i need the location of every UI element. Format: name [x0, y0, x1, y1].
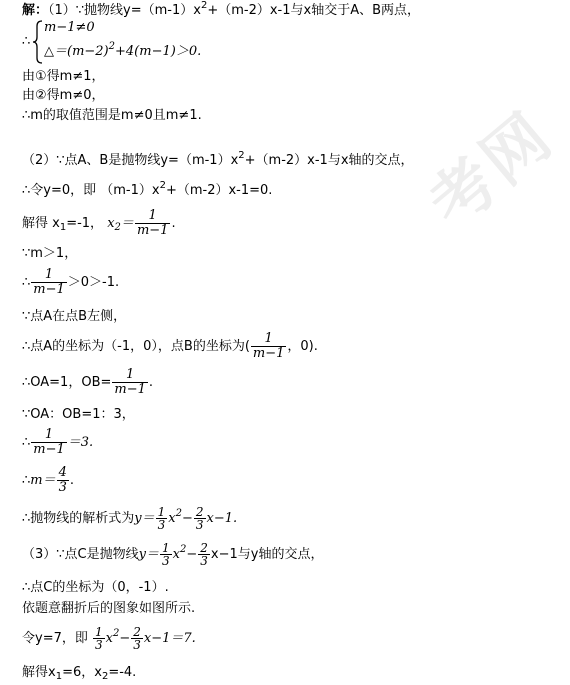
- condition-1: m−1≠0: [44, 20, 95, 35]
- ratio-line: ∵OA：OB=1：3，: [22, 407, 135, 422]
- result-line-1: 由①得m≠1，: [22, 69, 105, 84]
- coordinate-c: ∴点C的坐标为（0，-1）.: [22, 580, 169, 595]
- system-brace: [32, 20, 44, 64]
- result-line-3: ∴m的取值范围是m≠0且m≠1.: [22, 108, 202, 123]
- part3-heading: （3）∵点C是抛物线y＝ $\frac{1}{3}$ $x^2-$ $\frac{2}{3}$ x−1与y轴的交点，: [22, 541, 324, 568]
- watermark: 考网: [415, 98, 568, 243]
- part2-heading: （2）∵点A、B是抛物线$y=(m-1)x^2+(m-2)x-1$与x轴的交点，: [22, 150, 414, 168]
- condition-2: $\triangle=(m-2)^2+4(m-1)>0$.: [44, 41, 202, 59]
- because-m-gt-1: ∵m＞1，: [22, 246, 78, 261]
- fraction: $\frac{1}{m-1}$: [136, 208, 169, 238]
- let-y-seven: 令y=7，即 $\frac{1}{3}$ $x^2-$ $\frac{2}{3}$ x−1＝7.: [22, 625, 196, 652]
- part1-heading: 解：（1）∵抛物线$y=(m-1)x^2+(m-2)x-1$与x轴交于A、B两点，: [22, 0, 421, 18]
- solution-label: 解：: [22, 3, 49, 18]
- let-y-zero: ∴令y=0，即 $(m-1)x^2+(m-2)x-1=0$.: [22, 180, 273, 198]
- a-left-of-b: ∵点A在点B左侧，: [22, 309, 127, 324]
- flip-description: 依题意翻折后的图象如图所示.: [22, 601, 196, 616]
- therefore-symbol: ∴: [22, 34, 31, 49]
- parabola-expression: ∴抛物线的解析式为y＝ $\frac{1}{3}$ $x^2-$ $\frac{2}{3}$ x−1.: [22, 505, 238, 532]
- inequality: ∴ $\frac{1}{m-1}$ ＞0＞-1.: [22, 267, 120, 297]
- result-line-2: 由②得m≠0，: [22, 88, 105, 103]
- coordinates-a-b: ∴点A的坐标为（-1，0），点B的坐标为( $\frac{1}{m-1}$ ，0).: [22, 331, 318, 361]
- final-roots: 解得$x_1=6$，$x_2=-4$.: [22, 665, 137, 682]
- oa-ob-values: ∴OA=1，OB= $\frac{1}{m-1}$ .: [22, 367, 154, 397]
- solve-roots: 解得 $x_1=-1$， $x_2=$ $\frac{1}{m-1}$ .: [22, 208, 176, 238]
- m-value: ∴m＝ $\frac{4}{3}$ .: [22, 465, 75, 495]
- ratio-equation: ∴ $\frac{1}{m-1}$ ＝3.: [22, 427, 94, 457]
